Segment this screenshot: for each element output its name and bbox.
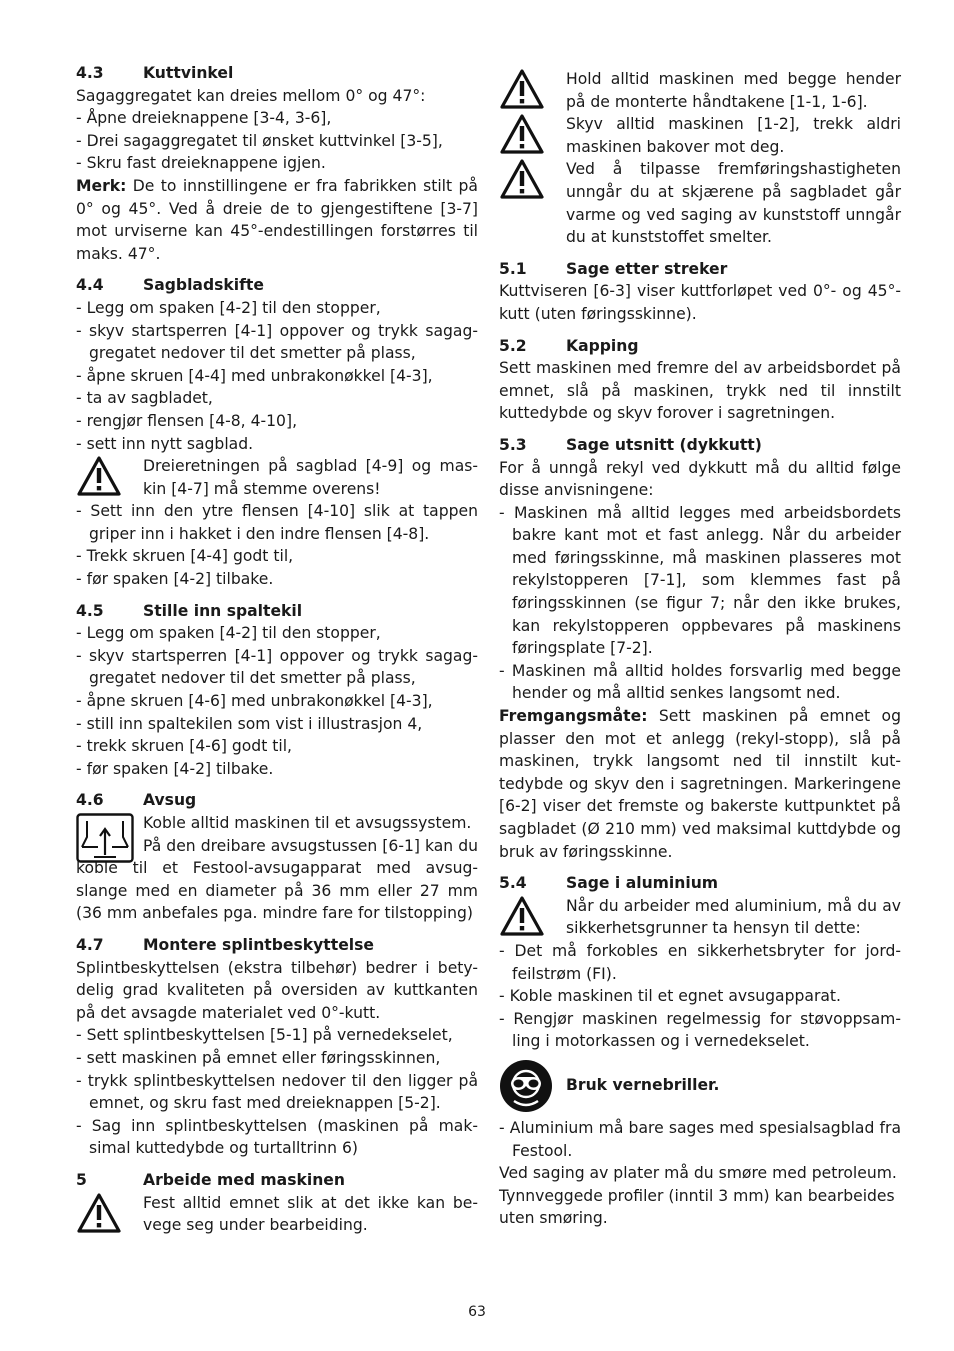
warning-text: Hold alltid maskinen med begge hender på de monterte håndtakene [1-1, 1-6]. [566,70,901,111]
warning-triangle-icon [499,68,545,110]
list-item: - Maskinen må alltid holdes forsvarlig med begge hender og må alltid senkes langsomt ned. [499,661,901,703]
list-item: - Legg om spaken [4-2] til den stopper, [76,624,381,643]
warning-triangle-icon [76,455,122,497]
warning-text: Skyv alltid maskinen [1-2], trekk aldri maskinen bakover mot deg. [566,115,901,156]
paragraph: Splintbeskyttelsen (ekstra tilbehør) bedrer i bety-delig grad kvaliteten på oversiden av kuttkanten på det avsagde materialet ved 0°-kutt. [76,958,478,1022]
list-item: - før spaken [4-2] tilbake. [76,759,274,778]
list-item: - Legg om spaken [4-2] til den stopper, [76,298,381,317]
list-item: - Sett splintbeskyttelsen [5-1] på vernedekselet, [76,1026,453,1045]
list-item: - Koble maskinen til et egnet avsugapparat. [499,987,841,1006]
list-item: - åpne skruen [4-6] med unbrakonøkkel [4-3], [76,692,433,711]
paragraph: For å unngå rekyl ved dykkutt må du alltid følge disse anvisningene: [499,458,901,500]
list-item: - Sag inn splintbeskyttelsen (maskinen på mak-simal kuttedybde og turtalltrinn 6) [76,1116,478,1158]
warning-block [76,455,478,500]
warning-block [499,113,901,158]
list-item: - Rengjør maskinen regelmessig for støvoppsam-ling i motorkassen og i vernedekselet. [499,1009,901,1051]
list-item: - ta av sagbladet, [76,389,213,408]
list-item: - rengjør flensen [4-8, 4-10], [76,411,298,430]
paragraph: Sagaggregatet kan dreies mellom 0° og 47°: [76,86,426,105]
heading-5-4: 5.4 Sage i aluminium [499,874,719,893]
extraction-block [76,812,478,925]
paragraph: Sett maskinen med fremre del av arbeidsbordet på emnet, slå på maskinen, trykk ned til innstilt kuttedybde og skyv forover i sagretningen. [499,359,901,423]
warning-text: Ved å tilpasse fremføringshastigheten unngår du at skjærene på sagbladet går varme og ved saging av kunststoff unngår du at kunststoffet smelter. [566,160,901,247]
heading-5-1: 5.1 Sage etter streker [499,259,728,278]
list-item: - trykk splintbeskyttelsen nedover til den ligger på emnet, og skru fast med dreieknappen [5-2]. [76,1071,478,1113]
goggles-text: Bruk vernebriller. [566,1075,720,1094]
warning-text: Dreieretningen på sagblad [4-9] og mas-kin [4-7] må stemme overens! [143,457,478,498]
heading-4-4: 4.4 Sagbladskifte [76,276,264,295]
list-item: - skyv startsperren [4-1] oppover og trykk sagag-gregatet nedover til det smetter på plass, [76,646,478,688]
warning-block [499,895,901,940]
note-paragraph: Merk: De to innstillingene er fra fabrikken stilt på 0° og 45°. Ved å dreie de to gjengestiftene [3-7] mot urviserne kan 45°-endestillingen forstørres til maks. 47°. [76,176,478,263]
extraction-body: På den dreibare avsugstussen [6-1] kan du koble til et Festool-avsugapparat med avsug-slange med en diameter på 36 mm eller 27 mm (36 mm anbefales pga. mindre fare for tilstopping) [76,836,478,923]
warning-triangle-icon [499,113,545,155]
paragraph: Kuttviseren [6-3] viser kuttforløpet ved 0°- og 45°-kutt (uten føringsskinne). [499,282,901,323]
goggles-block [499,1059,901,1117]
heading-5-3: 5.3 Sage utsnitt (dykkutt) [499,435,762,454]
heading-5: 5 Arbeide med maskinen [76,1170,345,1189]
list-item: - Åpne dreieknappene [3-4, 3-6], [76,109,332,128]
heading-4-7: 4.7 Montere splintbeskyttelse [76,935,374,954]
left-column [76,62,478,1237]
list-item: - Trekk skruen [4-4] godt til, [76,547,294,566]
page-number: 63 [468,1304,486,1320]
list-item: - Sett inn den ytre flensen [4-10] slik at tappen griper inn i hakket i den indre flensen [4-8]. [76,502,478,543]
list-item: - Maskinen må alltid legges med arbeidsbordets bakre kant mot et fast anlegg. Når du arbeider med føringsskinne, må maskinen plasseres mot rekylstopperen [7-1], som klemmes fast på føringsskinnen (se figur 7; når den ikke brukes, kan rekylstopperen oppbevares på maskinens føringsplate [7-2]. [499,503,901,658]
extraction-first-line: Koble alltid maskinen til et avsugssystem. [143,814,472,832]
warning-block [76,1192,478,1237]
warning-block [499,158,901,248]
heading-4-6: 4.6 Avsug [76,791,197,810]
paragraph: Ved saging av plater må du smøre med petroleum. [499,1164,897,1183]
list-item: - sett maskinen på emnet eller føringsskinnen, [76,1048,441,1067]
list-item: - Det må forkobles en sikkerhetsbryter for jord-feilstrøm (FI). [499,941,901,983]
warning-block [499,68,901,113]
right-column [499,68,901,1230]
list-item: - trekk skruen [4-6] godt til, [76,737,292,756]
safety-goggles-icon [499,1059,553,1113]
list-item: - still inn spaltekilen som vist i illustrasjon 4, [76,714,423,733]
heading-5-2: 5.2 Kapping [499,336,639,355]
list-item: - åpne skruen [4-4] med unbrakonøkkel [4-3], [76,366,433,385]
list-item: - Skru fast dreieknappene igjen. [76,154,326,173]
list-item: - skyv startsperren [4-1] oppover og trykk sagag-gregatet nedover til det smetter på plass, [76,321,478,363]
warning-text: Fest alltid emnet slik at det ikke kan be-vege seg under bearbeiding. [143,1193,478,1235]
list-item: - Drei sagaggregatet til ønsket kuttvinkel [3-5], [76,131,443,150]
heading-4-3: 4.3 Kuttvinkel [76,64,234,82]
warning-text: Når du arbeider med aluminium, må du av sikkerhetsgrunner ta hensyn til dette: [566,896,901,938]
warning-triangle-icon [499,158,545,200]
dust-extraction-icon [76,813,134,863]
paragraph: Tynnveggede profiler (inntil 3 mm) kan bearbeides uten smøring. [499,1186,895,1228]
procedure-paragraph: Fremgangsmåte: Sett maskinen på emnet og plasser den mot et anlegg (rekyl-stopp), slå på maskinen, trykk langsomt ned til innstilt kut-tedybde og skyv den i sagretningen. Markeringene [6-2] viser det fremste og bakerste kuttpunktet på sagbladet (Ø 210 mm) ved maksimal kuttdybde og bruk av føringsskinne. [499,707,901,861]
warning-triangle-icon [76,1192,122,1234]
warning-triangle-icon [499,895,545,937]
list-item: - sett inn nytt sagblad. [76,434,254,453]
list-item: - Aluminium må bare sages med spesialsagblad fra Festool. [499,1118,901,1160]
heading-4-5: 4.5 Stille inn spaltekil [76,601,303,620]
list-item: - før spaken [4-2] tilbake. [76,570,274,589]
